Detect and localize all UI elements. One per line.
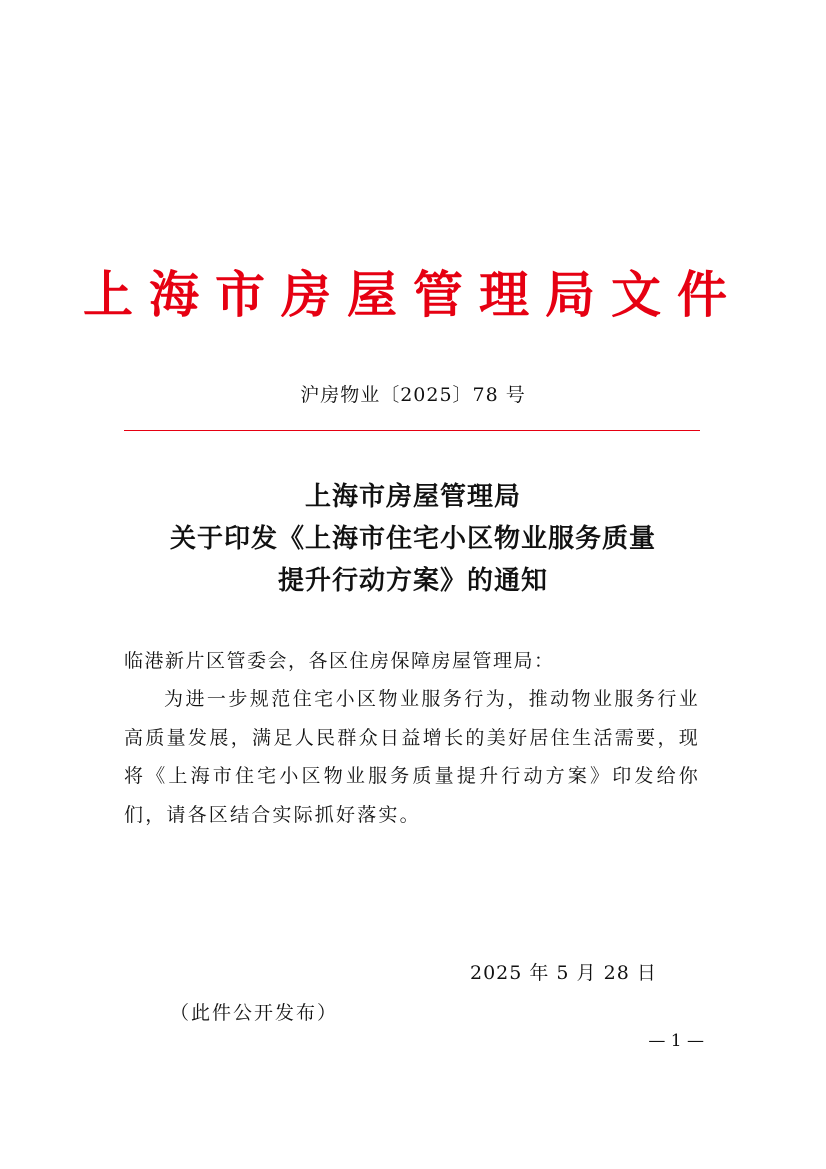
page-number: — 1 — — [648, 1031, 704, 1051]
issue-date: 2025 年 5 月 28 日 — [470, 962, 657, 984]
addressee-line: 临港新片区管委会，各区住房保障房屋管理局： — [124, 650, 555, 672]
title-line-3: 提升行动方案》的通知 — [277, 566, 548, 596]
publication-note: （此件公开发布） — [170, 1002, 339, 1024]
red-divider-line — [124, 430, 700, 431]
notice-title — [60, 476, 766, 602]
masthead-title: 上海市房屋管理局文件 — [83, 266, 743, 324]
body-paragraph: 为进一步规范住宅小区物业服务行为，推动物业服务行业高质量发展，满足人民群众日益增长的美好居住生活需要，现将《上海市住宅小区物业服务质量提升行动方案》印发给你们，请各区结合实际抓好落实。 — [124, 688, 700, 826]
title-line-2: 关于印发《上海市住宅小区物业服务质量 — [169, 524, 656, 554]
title-line-1: 上海市房屋管理局 — [304, 482, 521, 512]
document-number: 沪房物业〔2025〕78 号 — [300, 384, 526, 406]
